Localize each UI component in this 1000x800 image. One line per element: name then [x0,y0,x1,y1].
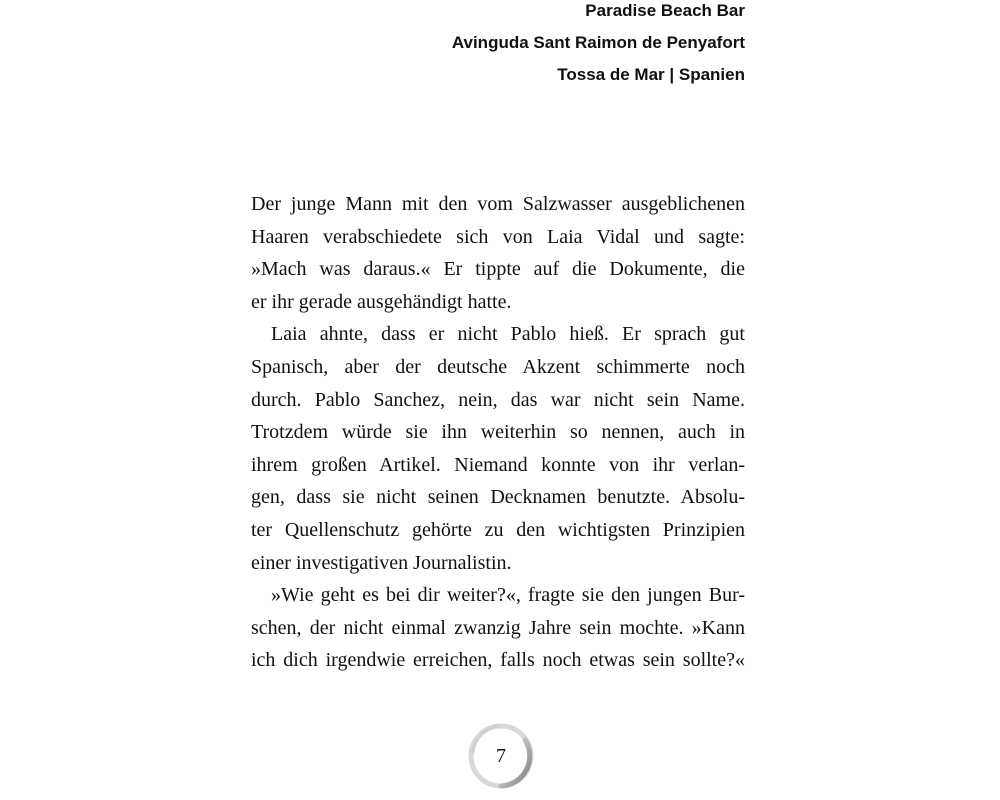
text-line: Spanisch, aber der deutsche Akzent schimmerte noch [251,355,745,378]
page-number-badge [467,722,535,790]
text-line: Haaren verabschiedete sich von Laia Vidal und sagte: [251,225,745,248]
chapter-location-header [452,0,745,96]
paragraph-2 [251,318,745,579]
paragraph-1 [251,188,745,318]
text-line: »Mach was daraus.« Er tippte auf die Dokumente, die [251,258,745,281]
paragraph-3 [251,579,745,677]
text-line: Der junge Mann mit den vom Salzwasser ausgeblichenen [251,193,745,215]
text-line: er ihr gerade ausgehändigt hatte. [251,290,512,313]
text-line: Trotzdem würde sie ihn weiterhin so nennen, auch in [251,421,745,444]
page-number: 7 [496,745,506,767]
text-line: gen, dass sie nicht seinen Decknamen benutzte. Absolu- [251,486,745,509]
location-street: Avinguda Sant Raimon de Penyafort [451,33,745,52]
location-name: Paradise Beach Bar [585,1,745,20]
text-line: einer investigativen Journalistin. [251,551,512,574]
text-line: »Wie geht es bei dir weiter?«, fragte sie den jungen Bur- [271,584,745,607]
text-line: Laia ahnte, dass er nicht Pablo hieß. Er sprach gut [271,323,745,346]
text-line: ter Quellenschutz gehörte zu den wichtigsten Prinzipien [251,518,745,541]
location-city-country: Tossa de Mar | Spanien [557,65,745,84]
text-line: ich dich irgendwie erreichen, falls noch etwas sein sollte?« [251,649,745,672]
body-text [251,188,745,677]
text-line: schen, der nicht einmal zwanzig Jahre sein mochte. »Kann [251,616,745,639]
text-line: ihrem großen Artikel. Niemand konnte von ihr verlan- [251,453,745,476]
text-line: durch. Pablo Sanchez, nein, das war nicht sein Name. [251,388,745,411]
